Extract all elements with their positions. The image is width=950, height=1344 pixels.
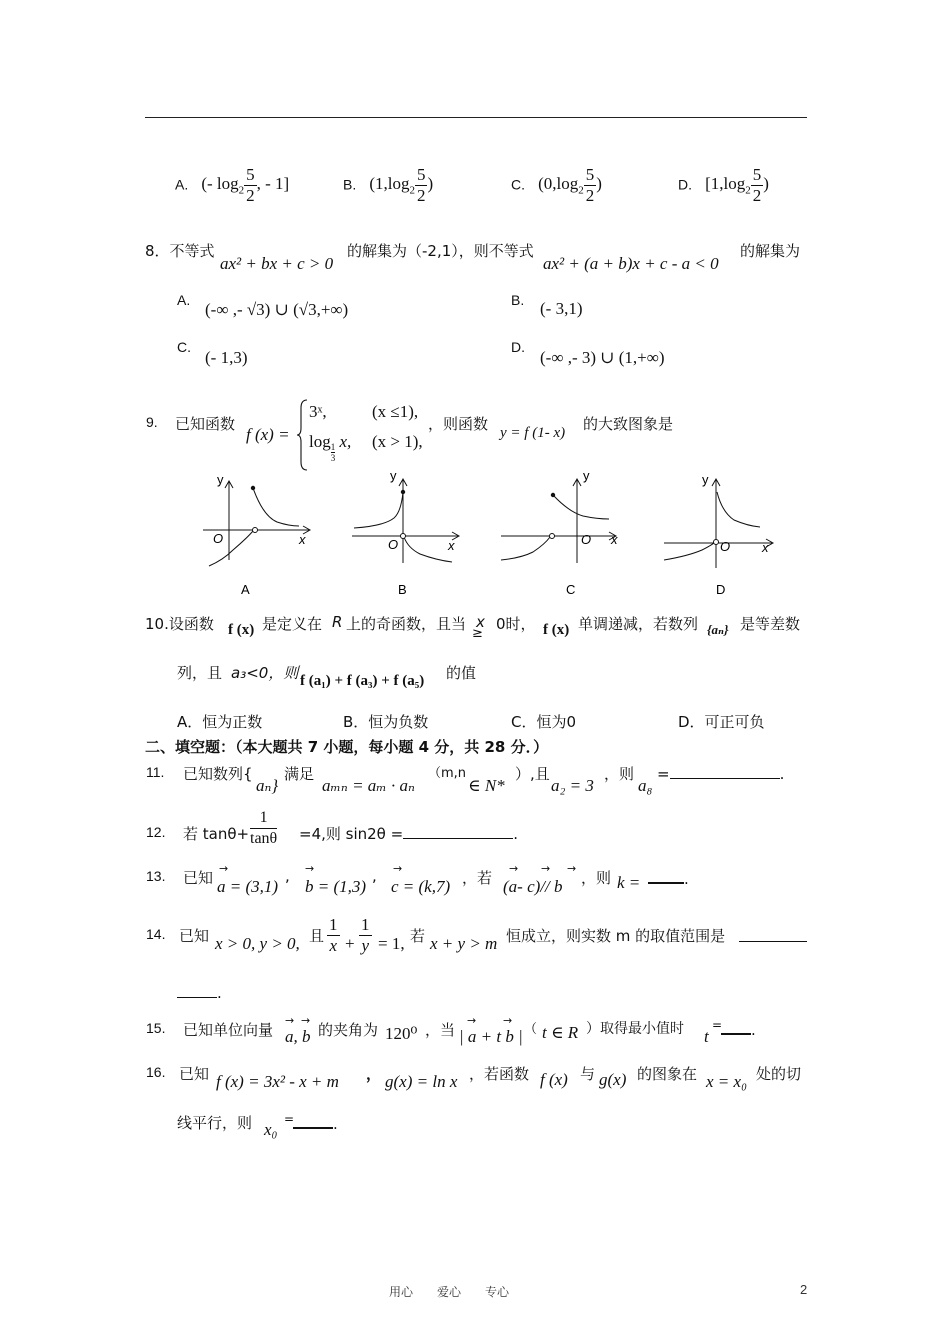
svg-text:O: O — [388, 537, 399, 552]
svg-text:A: A — [241, 582, 250, 597]
q14-answer-blank-line1[interactable] — [739, 929, 807, 942]
closed-point — [251, 486, 255, 490]
piecewise-brace — [297, 398, 309, 472]
svg-text:x: x — [762, 540, 769, 555]
curve-right — [553, 495, 609, 519]
svg-text:y: y — [583, 468, 590, 483]
q7-option-d: D. [$1,\log_2$ $\frac{5}{2}$ ) — [678, 165, 769, 205]
svg-text:O: O — [720, 539, 731, 554]
graph-b — [348, 468, 463, 600]
closed-point — [401, 490, 405, 494]
header-rule — [145, 117, 807, 118]
svg-text:x: x — [299, 532, 306, 547]
q13-answer-blank[interactable] — [648, 867, 684, 884]
q15-answer-blank[interactable] — [721, 1019, 751, 1035]
closed-point — [551, 493, 555, 497]
svg-text:x: x — [611, 532, 618, 547]
q12-answer-blank[interactable] — [403, 823, 513, 839]
q14-answer-blank-line2[interactable] — [177, 982, 217, 998]
open-point — [253, 528, 258, 533]
curve-right — [717, 492, 760, 527]
curve-right — [253, 488, 299, 526]
svg-text:B: B — [398, 582, 407, 597]
page-number: 2 — [800, 1282, 808, 1297]
q16-answer-blank[interactable] — [293, 1113, 333, 1129]
q7-option-b: B. ($1,\log_2$ $\frac{5}{2}$ ) — [343, 165, 434, 205]
svg-text:y: y — [390, 468, 397, 483]
open-point — [401, 534, 406, 539]
footer-motto: 用心 爱心 专心 — [389, 1285, 510, 1299]
graph-c — [497, 468, 627, 600]
graph-a — [195, 468, 325, 600]
svg-text:y: y — [702, 472, 709, 487]
svg-text:O: O — [581, 532, 592, 547]
svg-text:D: D — [716, 582, 726, 597]
q11-answer-blank[interactable] — [670, 763, 780, 779]
open-point — [714, 540, 719, 545]
curve-left — [354, 492, 403, 528]
open-point — [550, 534, 555, 539]
section-2-heading: 二、填空题：（本大题共 7 小题，每小题 4 分，共 28 分．） — [145, 738, 549, 756]
graph-d — [660, 468, 778, 600]
svg-text:y: y — [217, 472, 224, 487]
svg-text:O: O — [213, 531, 224, 546]
svg-text:x: x — [448, 538, 455, 553]
curve-right — [404, 537, 452, 562]
curve-left — [501, 537, 550, 560]
svg-text:C: C — [566, 582, 576, 597]
q7-option-c: C. ($0,\log_2$ $\frac{5}{2}$ ) — [511, 165, 602, 205]
q7-option-a: A. (- $\log_2$ $\frac{5}{2}$ , - 1] — [175, 165, 290, 205]
curve-left — [664, 542, 715, 560]
